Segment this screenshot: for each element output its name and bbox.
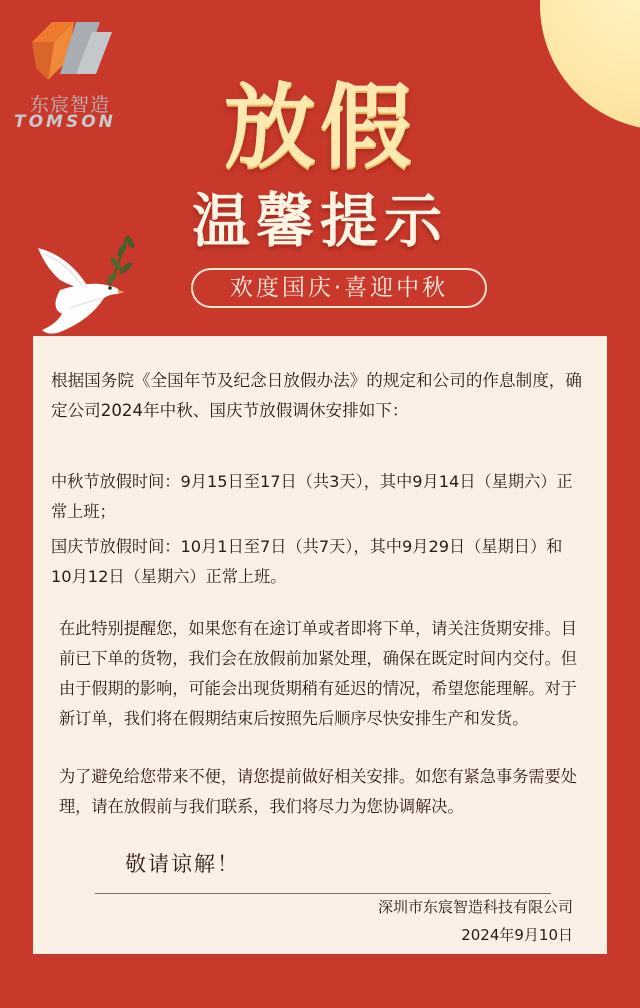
company-name: 深圳市东宸智造科技有限公司 xyxy=(377,898,573,916)
notice-intro: 根据国务院《全国年节及纪念日放假办法》的规定和公司的作息制度，确定公司2024年中秋、国庆节放假调休安排如下： xyxy=(51,371,582,420)
contact-advice: 为了避免给您带来不便，请您提前做好相关安排。如您有紧急事务需要处理，请在放假前与我们联系，我们将尽力为您协调解决。 xyxy=(59,767,577,816)
national-day-schedule: 国庆节放假时间：10月1日至7日（共7天），其中9月29日（星期日）和10月12日（星期六）正常上班。 xyxy=(51,537,563,586)
title-sub: 温馨提示 xyxy=(191,187,448,255)
signature-divider xyxy=(95,893,551,894)
greeting: 敬请谅解！ xyxy=(125,852,240,876)
order-reminder: 在此特别提醒您，如果您有在途订单或者即将下单，请关注货期安排。目前已下单的货物，我们会在放假前加紧处理，确保在既定时间内交付。但由于假期的影响，可能会出现货期稍有延迟的情况，希望您能理解。对于新订单，我们将在假期结束后按照先后顺序尽快安排生产和发货。 xyxy=(59,619,577,728)
slogan-pill: 欢度国庆·喜迎中秋 xyxy=(191,268,487,308)
notice-card xyxy=(33,336,607,954)
mid-autumn-schedule: 中秋节放假时间：9月15日至17日（共3天），其中9月14日（星期六）正常上班； xyxy=(51,472,573,521)
logo-chinese-name: 东宸智造 xyxy=(30,94,111,116)
title-main: 放假 xyxy=(223,73,416,181)
notice-date: 2024年9月10日 xyxy=(461,926,573,944)
logo-english-name: TOMSON xyxy=(14,112,116,132)
